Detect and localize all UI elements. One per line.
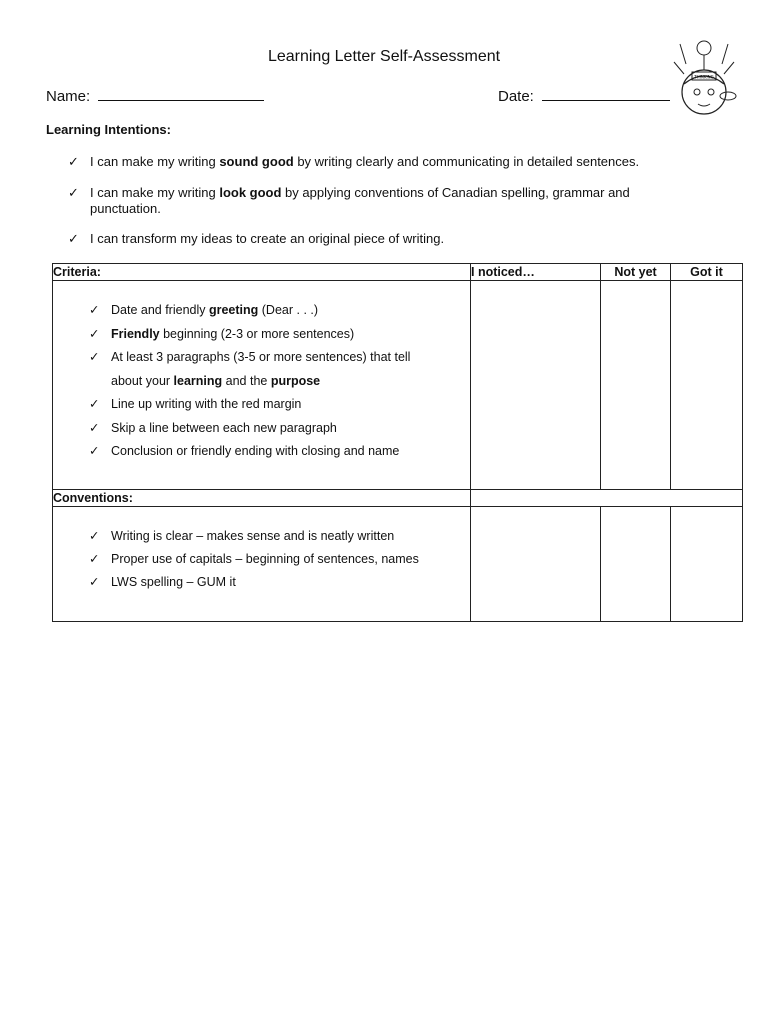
header-not-yet: Not yet: [601, 264, 671, 281]
conventions-not-yet-cell[interactable]: [601, 507, 671, 622]
checkmark-icon: ✓: [68, 154, 79, 169]
list-item: ✓ LWS spelling – GUM it: [89, 571, 470, 594]
checkmark-icon: ✓: [89, 303, 100, 317]
checkmark-icon: ✓: [89, 529, 100, 543]
criteria-not-yet-cell[interactable]: [601, 281, 671, 490]
criteria-noticed-cell[interactable]: [471, 281, 601, 490]
header-got-it: Got it: [671, 264, 743, 281]
conventions-got-it-cell[interactable]: [671, 507, 743, 622]
checkmark-icon: ✓: [89, 397, 100, 411]
checkmark-icon: ✓: [68, 231, 79, 246]
learning-intentions-heading: Learning Intentions:: [46, 122, 171, 137]
conventions-list: [53, 507, 470, 594]
criteria-cell: [53, 281, 471, 490]
criteria-row: [53, 281, 743, 490]
list-item: ✓ Proper use of capitals – beginning of sentences, names: [89, 548, 470, 571]
checkmark-icon: ✓: [89, 420, 100, 435]
header-i-noticed: I noticed…: [471, 264, 601, 281]
name-field: [46, 88, 264, 105]
name-blank-line[interactable]: [98, 99, 264, 101]
list-item: ✓ Line up writing with the red margin: [89, 393, 470, 417]
table-header-row: [53, 264, 743, 281]
date-label: Date:: [498, 88, 534, 105]
checkmark-icon: ✓: [89, 444, 100, 458]
thinking-cartoon-icon: [670, 34, 738, 118]
conventions-row: [53, 507, 743, 622]
list-item: ✓ Skip a line between each new paragraph: [89, 417, 470, 441]
logo-text: THINKING: [694, 74, 714, 80]
criteria-got-it-cell[interactable]: [671, 281, 743, 490]
intention-1: ✓ I can make my writing sound good by writing clearly and communicating in detailed sentences.: [68, 154, 640, 169]
conventions-heading-row: [53, 490, 743, 507]
conventions-noticed-cell[interactable]: [471, 507, 601, 622]
checkmark-icon: ✓: [68, 185, 79, 200]
date-blank-line[interactable]: [542, 99, 670, 101]
checkmark-icon: ✓: [89, 552, 100, 566]
intention-3: ✓ I can transform my ideas to create an original piece of writing.: [68, 231, 445, 246]
intention-2: ✓ I can make my writing look good by applying conventions of Canadian spelling, grammar and punctuation.: [68, 185, 630, 216]
header-criteria: Criteria:: [53, 264, 471, 281]
conventions-cell: [53, 507, 471, 622]
list-item: ✓ At least 3 paragraphs (3-5 or more sentences) that tell: [89, 346, 470, 370]
page-title: Learning Letter Self-Assessment: [267, 48, 501, 65]
list-item-continuation: about your learning and the purpose: [111, 373, 321, 388]
list-item: ✓ Friendly beginning (2-3 or more sentences): [89, 323, 470, 347]
checkmark-icon: ✓: [89, 350, 100, 364]
conventions-heading-blank: [471, 490, 743, 507]
list-item: ✓ Writing is clear – makes sense and is neatly written: [89, 525, 470, 548]
list-item: ✓ Date and friendly greeting (Dear . . .): [89, 299, 470, 323]
list-item: ✓ Conclusion or friendly ending with closing and name: [89, 440, 470, 464]
checkmark-icon: ✓: [89, 575, 100, 589]
name-label: Name:: [46, 88, 91, 105]
date-field: [498, 88, 670, 105]
conventions-heading: Conventions:: [53, 490, 471, 507]
checkmark-icon: ✓: [89, 326, 100, 341]
criteria-list: [53, 281, 470, 464]
rubric-table: [52, 263, 743, 622]
